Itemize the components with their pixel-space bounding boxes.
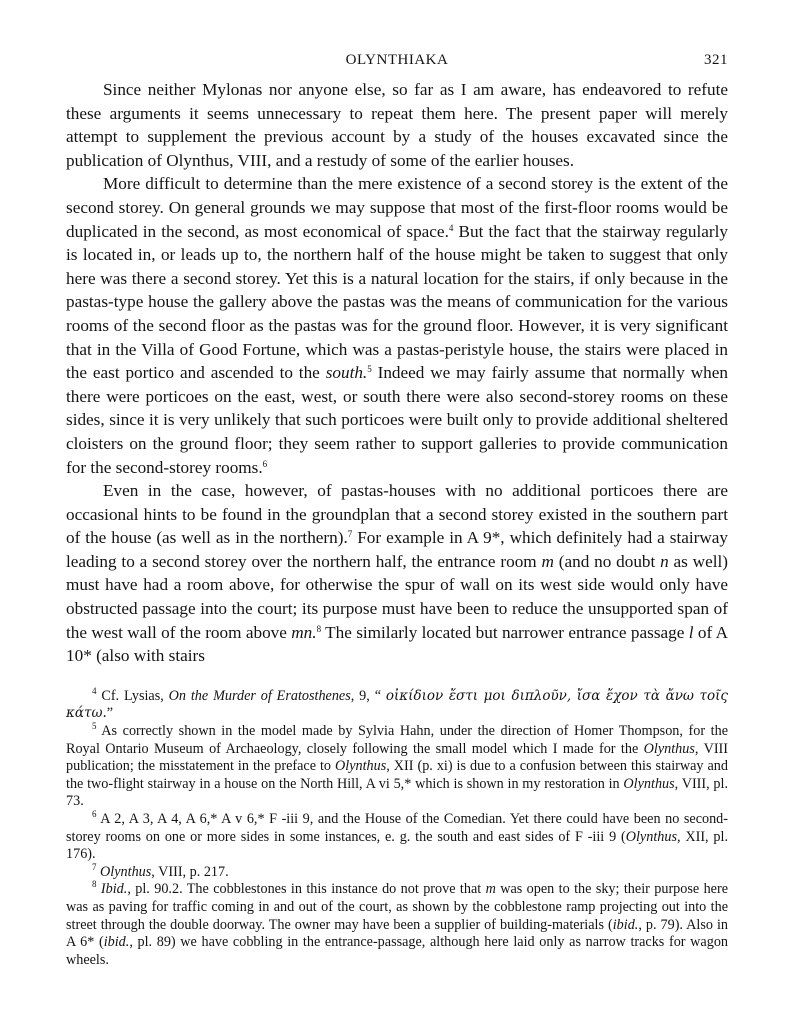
footnote-5: $^5$ As correctly shown in the model made by Sylvia Hahn, under the direction of Homer Thompson, for the Royal Ontario Museum of Archaeology, closely following the small model which I made for the Olynthus, VIII publication; the misstatement in the preface to Olynthus, XII (p. xi) is due to a confusion between this stairway and the two-flight stairway in a house on the North Hill, A vi 5,* which is shown in my restoration in Olynthus, VIII, pl. 73. bbox=[66, 721, 729, 810]
footnote-6: $^6$ A 2, A 3, A 4, A 6,* A v 6,* F -iii 9, and the House of the Comedian. Yet there could have been no second-storey rooms on one or more sides in some instances, e. g. the south and east sides of F -iii 9 (Olynthus, XII, pl. 176). bbox=[66, 809, 729, 863]
main-text bbox=[66, 78, 728, 668]
footnote-ref-6[interactable]: 6 bbox=[262, 458, 268, 469]
paragraph-3: Even in the case, however, of pastas-houses with no additional porticoes there are occasional hints to be found in the groundplan that a second storey existed in the southern part of the house (as well as in the northern).$^7$ For example in A 9*, which definitely had a stairway leading to a second storey over the northern half, the entrance room m (and no doubt n as well) must have had a room above, for otherwise the spur of wall on its west side would only have obstructed passage into the court; its purpose must have been to reduce the unsupported span of the west wall of the room above mn.$^8$ The similarly located but narrower entrance passage l of A 10* (also with stairs bbox=[66, 481, 728, 666]
page-number: 321 bbox=[704, 52, 728, 68]
page bbox=[66, 52, 728, 969]
paragraph-2: More difficult to determine than the mere existence of a second storey is the extent of the second storey. On general grounds we may suppose that most of the first-floor rooms would be duplicated in the second, as most economical of space.$^4$ But the fact that the stairway regularly is located in, or leads up to, the northern half of the house might be taken to suggest that only here was there a second storey. Yet this is a natural location for the stairs, if only because in the pastas-type house the gallery above the pastas was the means of communication for the various rooms of the second floor as the pastas was for the ground floor. However, it is very significant that in the Villa of Good Fortune, which was a pastas-peristyle house, the stairs were placed in the east portico and ascended to the south.$^5$ Indeed we may fairly assume that normally when there were porticoes on the east, west, or south there were also second-storey rooms on these sides, since it is very unlikely that such porticoes were built only to provide additional sheltered cloisters on the ground floor; they seem rather to support galleries to provide communication for the second-storey rooms.$^6$ bbox=[66, 174, 728, 477]
footnote-8: $^8$ Ibid., pl. 90.2. The cobblestones in this instance do not prove that m was open to the sky; their purpose here was as paving for traffic coming in and out of the court, as shown by the cobblestone ramp projecting out into the street through the double doorway. The owner may have been a supplier of building-materials (ibid., p. 79). Also in A 6* (ibid., pl. 89) we have cobbling in the entrance-passage, although here laid only as narrow tracks for wagon wheels. bbox=[66, 879, 729, 968]
running-header bbox=[66, 52, 728, 78]
footnote-ref-4[interactable]: 4 bbox=[448, 222, 454, 233]
footnote-ref-5[interactable]: 5 bbox=[367, 364, 372, 375]
running-title: OLYNTHIAKA bbox=[345, 52, 449, 68]
footnotes bbox=[66, 685, 729, 970]
footnote-4: $^4$ Cf. Lysias, On the Murder of Eratosthenes, 9, “ οἰκίδιον ἔστι μοι διπλοῦν, ἴσα ἔχον τὰ ἄνω τοῖς κάτω.” bbox=[66, 685, 728, 722]
footnote-ref-7[interactable]: 7 bbox=[347, 529, 353, 540]
footnote-7: $^7$ Olynthus, VIII, p. 217. bbox=[92, 861, 229, 880]
greek-quote: οἰκίδιον ἔστι μοι διπλοῦν, ἴσα ἔχον τὰ ἄνω τοῖς κάτω. bbox=[66, 687, 728, 722]
paragraph-1: Since neither Mylonas nor anyone else, so far as I am aware, has endeavored to refute these arguments it seems unnecessary to repeat them here. The present paper will merely attempt to supplement the previous account by a study of the houses excavated since the publication of Olynthus, VIII, and a restudy of some of the earlier houses. bbox=[66, 80, 728, 170]
footnote-ref-8[interactable]: 8 bbox=[316, 623, 322, 634]
